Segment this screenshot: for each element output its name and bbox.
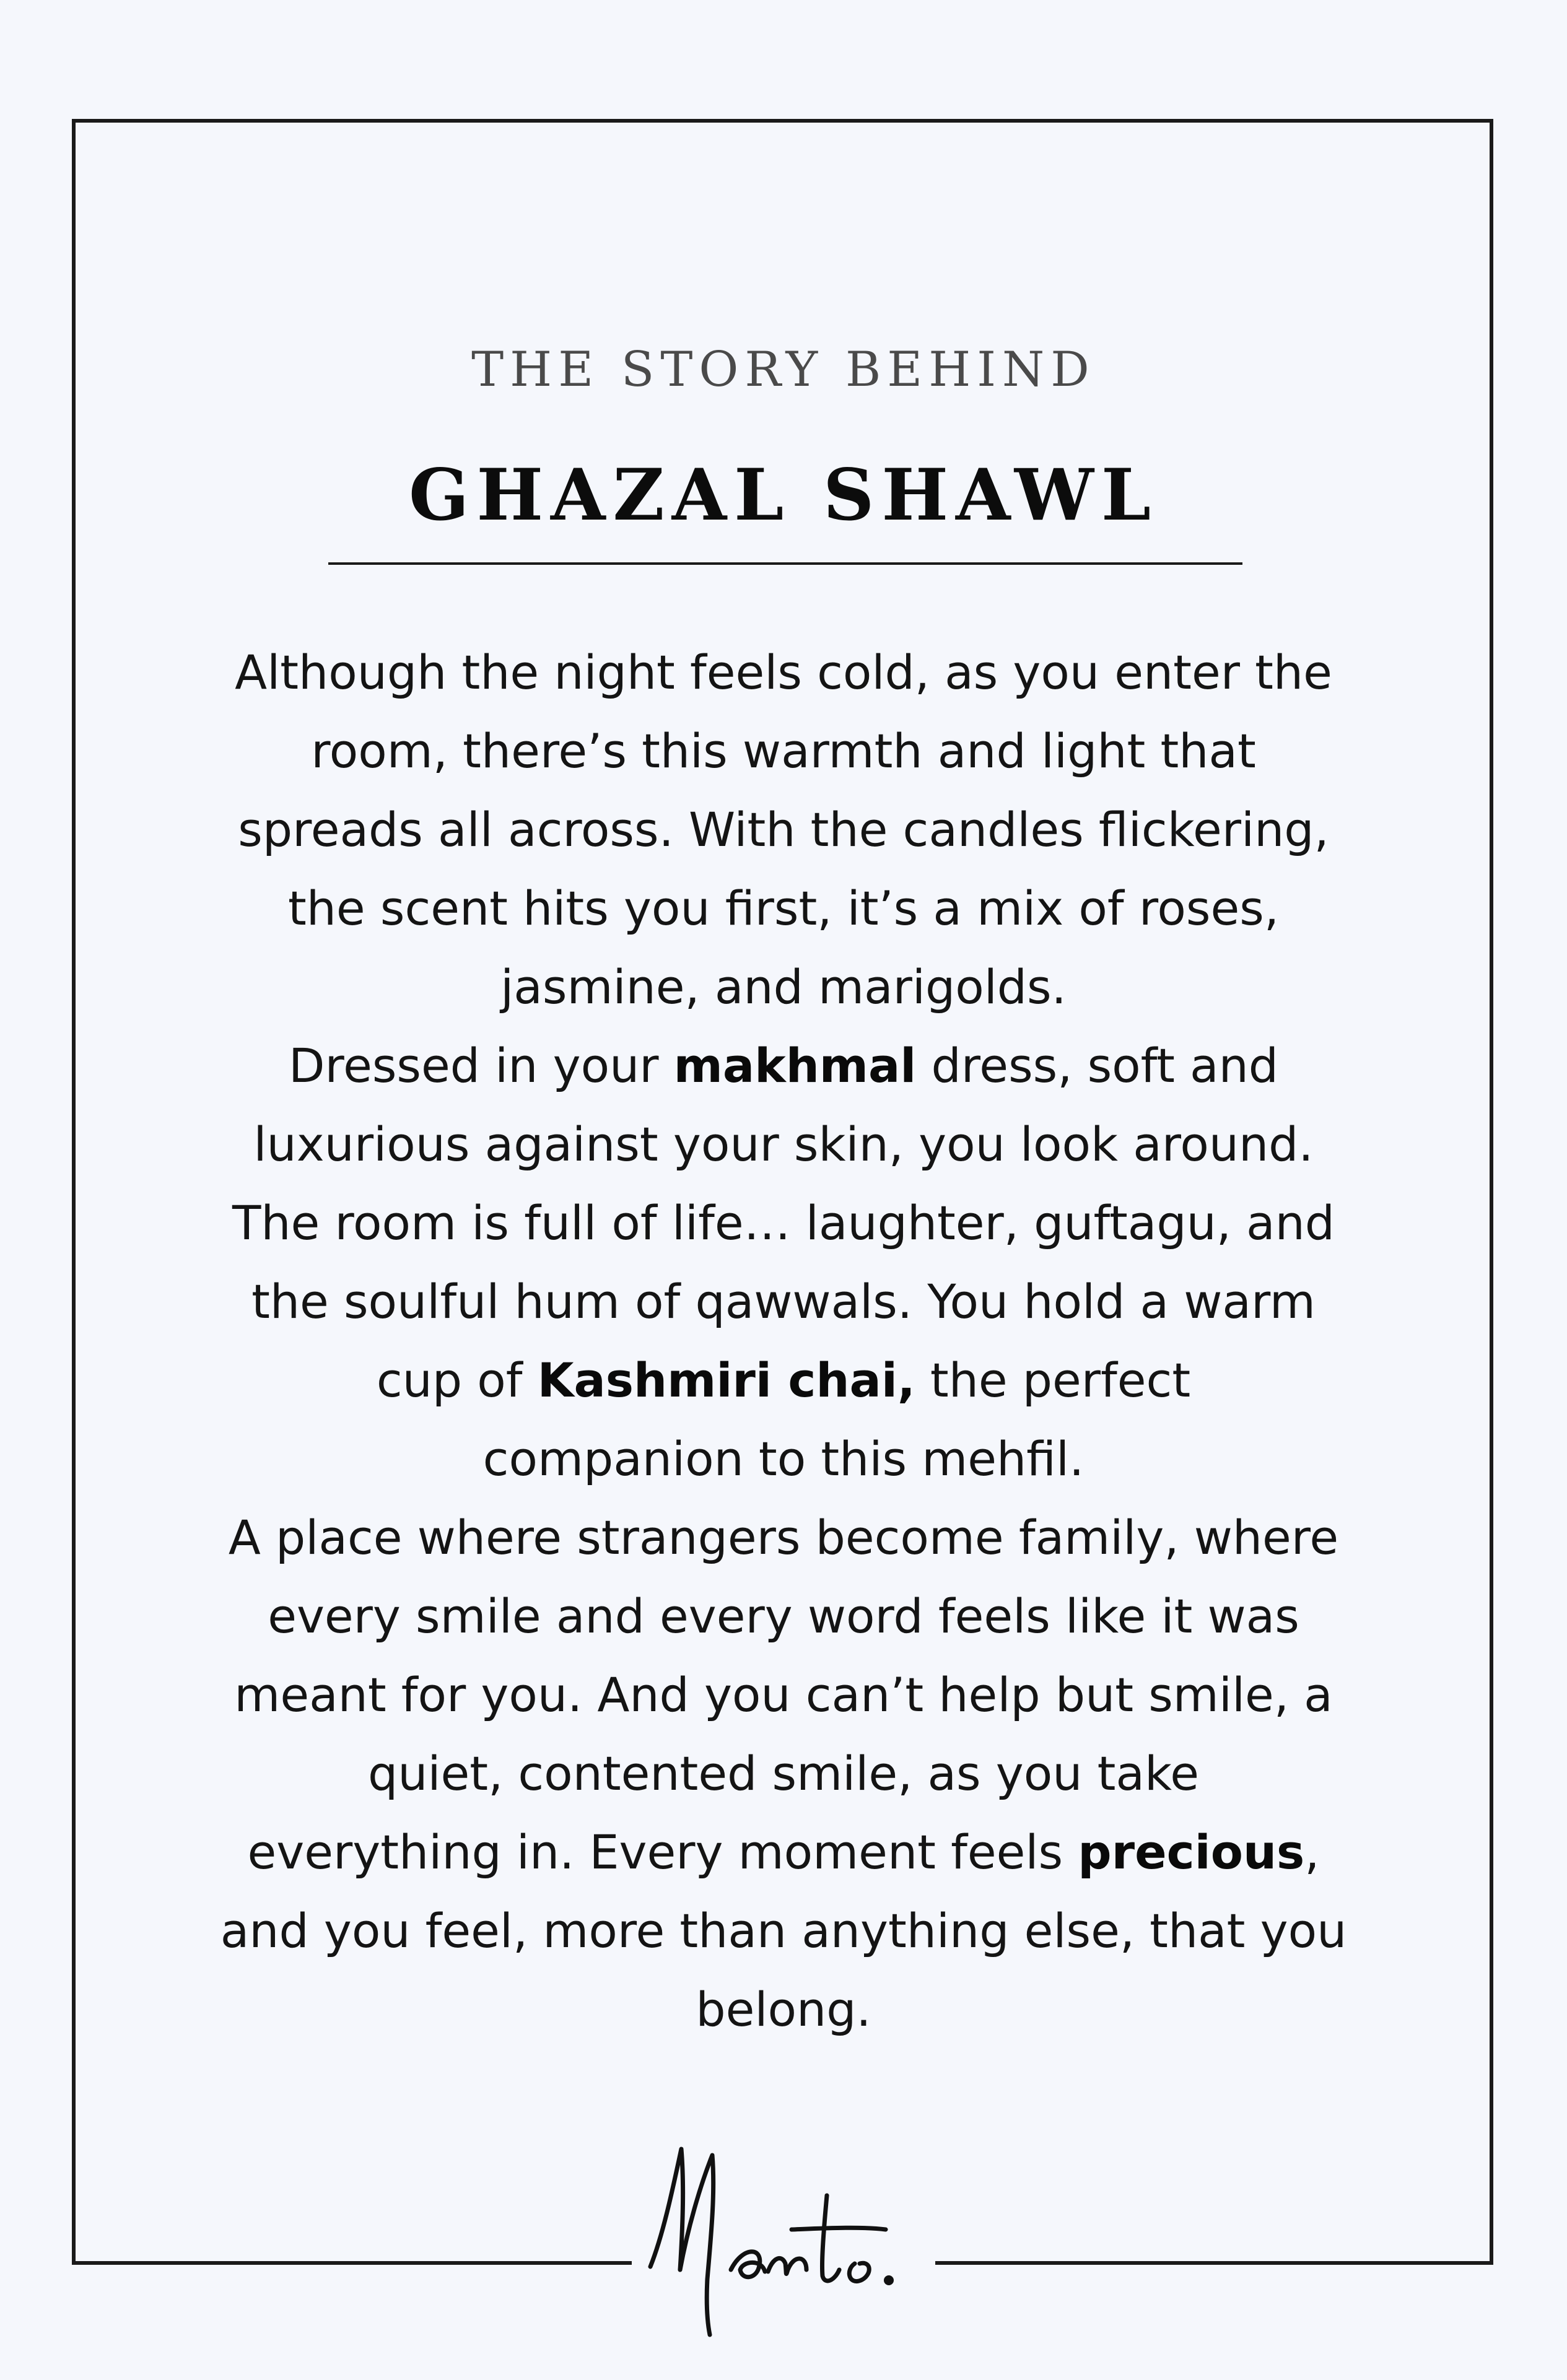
story-line: every smile and every word feels like it was: [268, 1589, 1299, 1644]
story-line: luxurious against your skin, you look around.: [253, 1117, 1314, 1172]
story-line: cup of Kashmiri chai, the perfect: [376, 1353, 1191, 1408]
story-line: the scent hits you first, it’s a mix of roses,: [287, 881, 1280, 936]
product-title: GHAZAL SHAWL: [408, 453, 1159, 536]
story-line: Although the night feels cold, as you enter the: [235, 645, 1332, 700]
story-line: quiet, contented smile, as you take: [367, 1746, 1200, 1801]
story-line: jasmine, and marigolds.: [500, 959, 1067, 1014]
handwritten-signature-logo: [638, 2137, 929, 2341]
emphasis-precious: precious: [1078, 1824, 1305, 1880]
story-line: spreads all across. With the candles flickering,: [238, 802, 1329, 857]
story-line: and you feel, more than anything else, that you: [220, 1903, 1347, 1958]
emphasis-kashmiri-chai: Kashmiri chai,: [537, 1353, 915, 1408]
story-line: A place where strangers become family, where: [228, 1510, 1339, 1565]
story-line: the soulful hum of qawwals. You hold a warm: [251, 1274, 1316, 1329]
story-line: meant for you. And you can’t help but smile, a: [234, 1667, 1333, 1722]
emphasis-makhmal: makhmal: [673, 1038, 917, 1093]
title-divider: [328, 562, 1242, 565]
story-body: [180, 633, 1387, 2049]
story-line: The room is full of life… laughter, guftagu, and: [232, 1195, 1335, 1250]
story-line: belong.: [696, 1982, 871, 2037]
story-kicker: THE STORY BEHIND: [471, 342, 1096, 398]
story-line: everything in. Every moment feels precious,: [247, 1824, 1320, 1880]
story-line: companion to this mehfil.: [482, 1431, 1085, 1486]
story-line: Dressed in your makhmal dress, soft and: [288, 1038, 1279, 1093]
story-line: room, there’s this warmth and light that: [311, 723, 1256, 778]
